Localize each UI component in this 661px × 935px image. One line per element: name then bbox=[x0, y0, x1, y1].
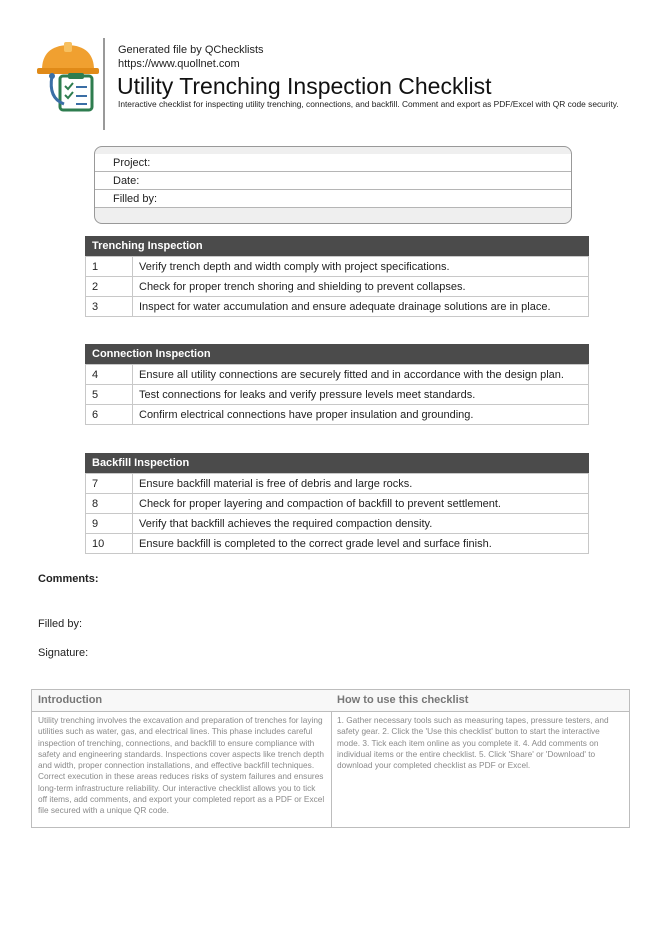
date-label: Date: bbox=[113, 175, 140, 187]
section-header: Trenching Inspection bbox=[85, 236, 589, 256]
qchecklists-logo-icon bbox=[34, 40, 104, 112]
project-info-box bbox=[94, 146, 572, 224]
introduction-column bbox=[32, 690, 332, 827]
generated-by-text: Generated file by QChecklists bbox=[118, 44, 264, 56]
item-text: Test connections for leaks and verify pressure levels meet standards. bbox=[133, 385, 589, 405]
header-divider bbox=[103, 38, 105, 130]
checklist-row[interactable] bbox=[86, 257, 589, 277]
checklist-row[interactable] bbox=[86, 277, 589, 297]
item-number: 8 bbox=[86, 494, 133, 514]
project-label: Project: bbox=[113, 157, 151, 169]
section-header: Connection Inspection bbox=[85, 344, 589, 364]
item-text: Check for proper trench shoring and shielding to prevent collapses. bbox=[133, 277, 589, 297]
item-text: Check for proper layering and compaction of backfill to prevent settlement. bbox=[133, 494, 589, 514]
section-trenching bbox=[85, 236, 589, 317]
project-field[interactable] bbox=[95, 154, 571, 172]
filled-by-field[interactable] bbox=[95, 190, 571, 208]
item-number: 7 bbox=[86, 474, 133, 494]
checklist-row[interactable] bbox=[86, 297, 589, 317]
checklist-row[interactable] bbox=[86, 474, 589, 494]
section-header: Backfill Inspection bbox=[85, 453, 589, 473]
item-text: Inspect for water accumulation and ensure adequate drainage solutions are in place. bbox=[133, 297, 589, 317]
checklist-row[interactable] bbox=[86, 405, 589, 425]
section-backfill bbox=[85, 453, 589, 554]
item-number: 10 bbox=[86, 534, 133, 554]
item-number: 3 bbox=[86, 297, 133, 317]
checklist-row[interactable] bbox=[86, 365, 589, 385]
checklist-table bbox=[85, 256, 589, 317]
introduction-heading: Introduction bbox=[32, 690, 331, 712]
item-text: Confirm electrical connections have proper insulation and grounding. bbox=[133, 405, 589, 425]
page-subtitle: Interactive checklist for inspecting utility trenching, connections, and backfill. Comment and export as PDF/Excel with QR code security. bbox=[118, 99, 619, 109]
checklist-table bbox=[85, 473, 589, 554]
checklist-table bbox=[85, 364, 589, 425]
date-field[interactable] bbox=[95, 172, 571, 190]
item-number: 6 bbox=[86, 405, 133, 425]
item-text: Ensure backfill material is free of debris and large rocks. bbox=[133, 474, 589, 494]
item-text: Verify that backfill achieves the required compaction density. bbox=[133, 514, 589, 534]
filled-by-label: Filled by: bbox=[113, 193, 158, 205]
checklist-row[interactable] bbox=[86, 514, 589, 534]
info-panel bbox=[31, 689, 630, 828]
checklist-row[interactable] bbox=[86, 534, 589, 554]
checklist-row[interactable] bbox=[86, 494, 589, 514]
item-text: Ensure backfill is completed to the correct grade level and surface finish. bbox=[133, 534, 589, 554]
generated-url[interactable]: https://www.quollnet.com bbox=[118, 58, 240, 70]
section-connection bbox=[85, 344, 589, 425]
generated-by bbox=[118, 43, 264, 71]
item-number: 4 bbox=[86, 365, 133, 385]
checklist-row[interactable] bbox=[86, 385, 589, 405]
item-number: 1 bbox=[86, 257, 133, 277]
how-to-text: 1. Gather necessary tools such as measuring tapes, pressure testers, and safety gear. 2. Click the 'Use this checklist' button to start the interactive mode. 3. Tick each item online as you complete it. 4. Add comments on individual items or the entire checklist. 5. Click 'Share' or 'Download' to download your completed checklist as PDF or Excel. bbox=[337, 715, 609, 771]
how-to-column bbox=[331, 690, 629, 827]
signature-label: Signature: bbox=[38, 647, 89, 659]
item-number: 9 bbox=[86, 514, 133, 534]
comments-label: Comments: bbox=[38, 573, 99, 585]
introduction-text: Utility trenching involves the excavation and preparation of trenches for laying utilities such as water, gas, and electrical lines. This phase includes careful inspection of trenching, connections, and backfill to ensure compliance with safety and engineering standards. Inspections cover aspects like trench depth and width, proper connection installations, and effective backfill techniques. Correct execution in these areas reduces risks of system failures and ensures long-term infrastructure reliability. Our interactive checklist allows you to tick off items, add comments, and export your completed report as a PDF or Excel file secured with a unique QR code. bbox=[38, 715, 325, 816]
page-title: Utility Trenching Inspection Checklist bbox=[117, 73, 492, 99]
item-number: 2 bbox=[86, 277, 133, 297]
item-text: Verify trench depth and width comply with project specifications. bbox=[133, 257, 589, 277]
how-to-heading: How to use this checklist bbox=[331, 690, 629, 712]
filled-by-footer-label: Filled by: bbox=[38, 618, 83, 630]
item-text: Ensure all utility connections are securely fitted and in accordance with the design plan. bbox=[133, 365, 589, 385]
item-number: 5 bbox=[86, 385, 133, 405]
